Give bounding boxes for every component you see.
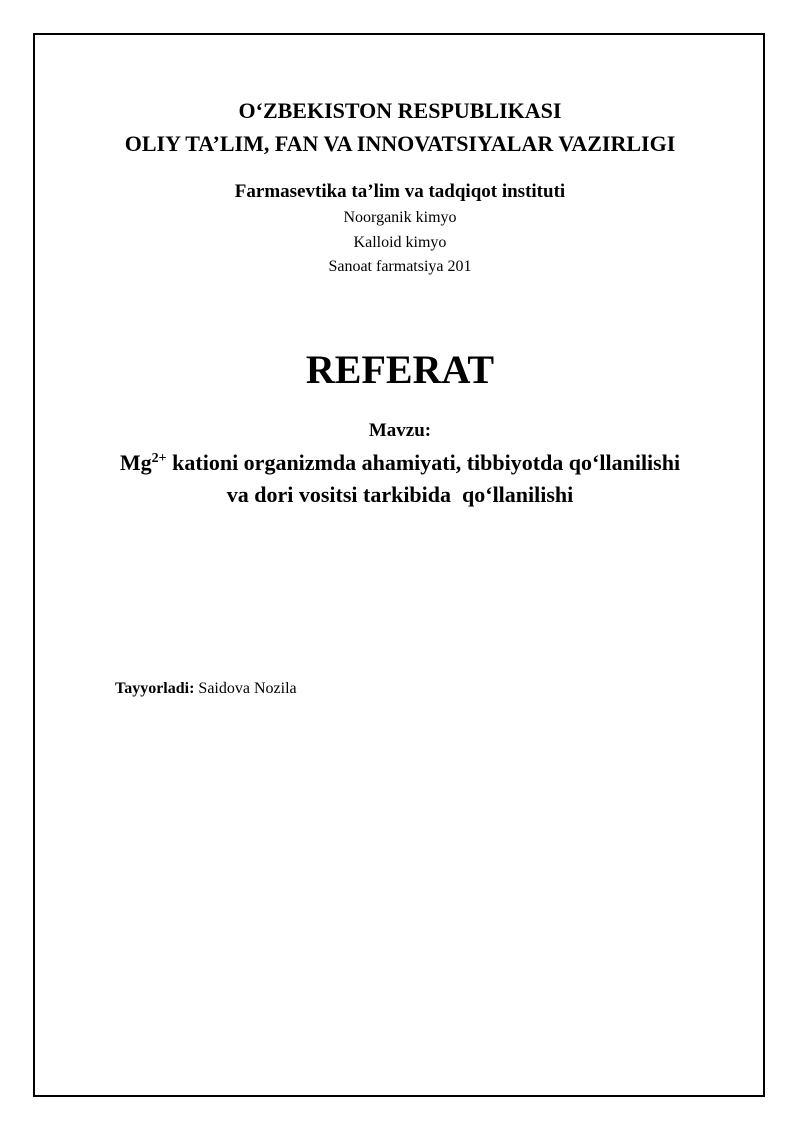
department-line: Kalloid kimyo	[353, 234, 447, 251]
author-label: Tayyorladi:	[115, 680, 195, 697]
topic-line-1	[0, 450, 800, 476]
ministry-heading: OLIY TA’LIM, FAN VA INNOVATSIYALAR VAZIRLIGI	[124, 131, 676, 156]
topic-line-2: va dori vositsi tarkibida qo‘llanilishi	[226, 482, 574, 507]
author-line	[115, 680, 297, 698]
institute-heading: Farmasevtika ta’lim va tadqiqot instituti	[234, 181, 566, 202]
topic-label: Mavzu:	[368, 420, 432, 441]
topic-line-1-text: kationi organizmda ahamiyati, tibbiyotda qo‘llanilishi	[166, 450, 681, 475]
department-line: Sanoat farmatsiya 201	[328, 258, 472, 275]
document-type-title: REFERAT	[305, 347, 495, 392]
department-line: Noorganik kimyo	[343, 209, 457, 226]
country-heading: O‘ZBEKISTON RESPUBLIKASI	[238, 98, 562, 123]
ion-charge: 2+	[151, 451, 167, 466]
author-name: Saidova Nozila	[194, 680, 297, 697]
ion-symbol: Mg	[119, 450, 152, 475]
